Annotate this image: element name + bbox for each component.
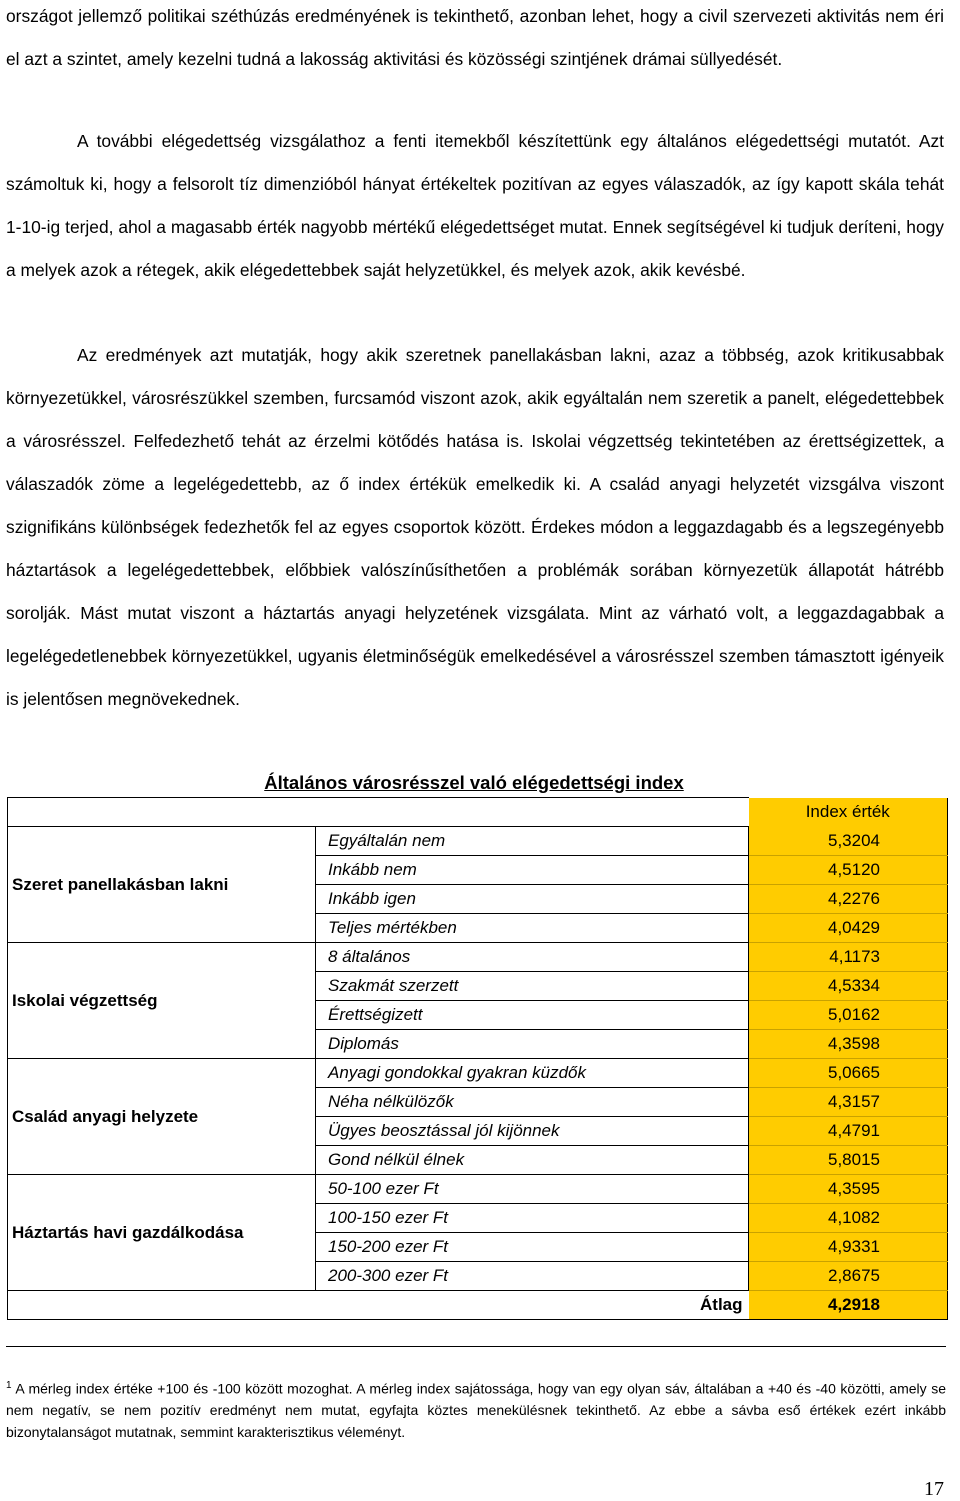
index-value: 5,0665 xyxy=(749,1059,948,1088)
row-label: Gond nélkül élnek xyxy=(316,1146,749,1175)
paragraph-2-text: A további elégedettség vizsgálathoz a fenti itemekből készítettünk egy általános elégedettségi mutatót. Azt számoltuk ki, hogy a felsorolt tíz dimenzióból hányat értékeltek pozitívan az egyes válaszadók, az így kapott skála tehát 1-10-ig terjed, ahol a magasabb érték nagyobb mértékű elégedettséget mutat. Ennek segítségével ki tudjuk deríteni, hogy a melyek azok a rétegek, akik elégedettebbek saját helyzetükkel, és melyek azok, akik kevésbé. xyxy=(6,131,944,280)
index-value: 4,5120 xyxy=(749,856,948,885)
total-row xyxy=(8,1291,948,1320)
total-value: 4,2918 xyxy=(749,1291,948,1320)
table-row xyxy=(8,1175,948,1204)
paragraph-1: országot jellemző politikai széthúzás eredményének is tekinthető, azonban lehet, hogy a civil szervezeti aktivitás nem éri el azt a szintet, amely kezelni tudná a lakosság aktivitási és közösségi szintjének drámai süllyedését. xyxy=(6,6,944,69)
paragraph-3-text: Az eredmények azt mutatják, hogy akik szeretnek panellakásban lakni, azaz a többség, azok kritikusabbak környezetükkel, városrészükkel szemben, furcsamód viszont azok, akik egyáltalán nem szeretik a panelt, elégedettebbek a városrésszel. Felfedezhető tehát az érzelmi kötődés hatása is. Iskolai végzettség tekintetében az érettségizettek, a válaszadók zöme a legelégedettebb, az ő index értékük emelkedik ki. A család anyagi helyzetét vizsgálva viszont szignifikáns különbségek fedezhetők fel az egyes csoportok között. Érdekes módon a leggazdagabb és a legszegényebb háztartások a legelégedettebbek, előbbiek valószínűsíthetően a problémák sorában környezetük állapotát hátrébb sorolják. Mást mutat viszont a háztartás anyagi helyzetének vizsgálata. Mint az várható volt, a leggazdagabbak a legelégedetlenebbek környezetükkel, ugyanis életminőségük emelkedésével a városrésszel szemben támasztott igényeik is jelentősen megnövekednek. xyxy=(6,345,944,709)
row-label: Inkább igen xyxy=(316,885,749,914)
footnote-text: A mérleg index értéke +100 és -100 között mozoghat. A mérleg index sajátossága, hogy van egy olyan sáv, általában a +40 és -40 közötti, amely se nem negatív, se nem pozitív eredményt nem mutat, egyfajta köztes menekülésnek tekinthető. Az ebbe a sávba eső értékek ezért inkább bizonytalanságot mutatnak, semmint karakterisztikus véleményt. xyxy=(6,1380,946,1440)
row-label: 100-150 ezer Ft xyxy=(316,1204,749,1233)
row-label: Szakmát szerzett xyxy=(316,972,749,1001)
index-value: 4,1173 xyxy=(749,943,948,972)
row-label: 200-300 ezer Ft xyxy=(316,1262,749,1291)
group-label: Szeret panellakásban lakni xyxy=(8,827,316,943)
row-label: Anyagi gondokkal gyakran küzdők xyxy=(316,1059,749,1088)
index-table xyxy=(7,797,948,1320)
index-value: 4,0429 xyxy=(749,914,948,943)
table-header-blank xyxy=(8,798,749,827)
footnote-divider xyxy=(6,1346,946,1347)
row-label: Ügyes beosztással jól kijönnek xyxy=(316,1117,749,1146)
value-column-header: Index érték xyxy=(749,798,948,827)
row-label: Néha nélkülözők xyxy=(316,1088,749,1117)
index-value: 5,8015 xyxy=(749,1146,948,1175)
row-label: Érettségizett xyxy=(316,1001,749,1030)
index-table-body xyxy=(8,798,948,1320)
total-label: Átlag xyxy=(8,1291,749,1320)
row-label: 50-100 ezer Ft xyxy=(316,1175,749,1204)
page-number: 17 xyxy=(924,1478,944,1500)
footnote-marker: 1 xyxy=(6,1380,12,1391)
row-label: 8 általános xyxy=(316,943,749,972)
row-label: 150-200 ezer Ft xyxy=(316,1233,749,1262)
table-title: Általános városrésszel való elégedettségi index xyxy=(264,772,684,793)
table-header-row xyxy=(8,798,948,827)
table-row xyxy=(8,1059,948,1088)
index-value: 4,1082 xyxy=(749,1204,948,1233)
index-value: 2,8675 xyxy=(749,1262,948,1291)
row-label: Egyáltalán nem xyxy=(316,827,749,856)
paragraph-3 xyxy=(6,334,944,721)
paragraph-2 xyxy=(6,120,944,292)
index-value: 4,9331 xyxy=(749,1233,948,1262)
index-value: 5,3204 xyxy=(749,827,948,856)
index-value: 4,3595 xyxy=(749,1175,948,1204)
row-label: Inkább nem xyxy=(316,856,749,885)
row-label: Diplomás xyxy=(316,1030,749,1059)
group-label: Háztartás havi gazdálkodása xyxy=(8,1175,316,1291)
table-row xyxy=(8,827,948,856)
index-value: 4,5334 xyxy=(749,972,948,1001)
row-label: Teljes mértékben xyxy=(316,914,749,943)
group-label: Iskolai végzettség xyxy=(8,943,316,1059)
index-value: 4,4791 xyxy=(749,1117,948,1146)
index-value: 4,3157 xyxy=(749,1088,948,1117)
footnote xyxy=(6,1375,946,1443)
index-value: 4,2276 xyxy=(749,885,948,914)
group-label: Család anyagi helyzete xyxy=(8,1059,316,1175)
table-row xyxy=(8,943,948,972)
index-value: 4,3598 xyxy=(749,1030,948,1059)
index-value: 5,0162 xyxy=(749,1001,948,1030)
